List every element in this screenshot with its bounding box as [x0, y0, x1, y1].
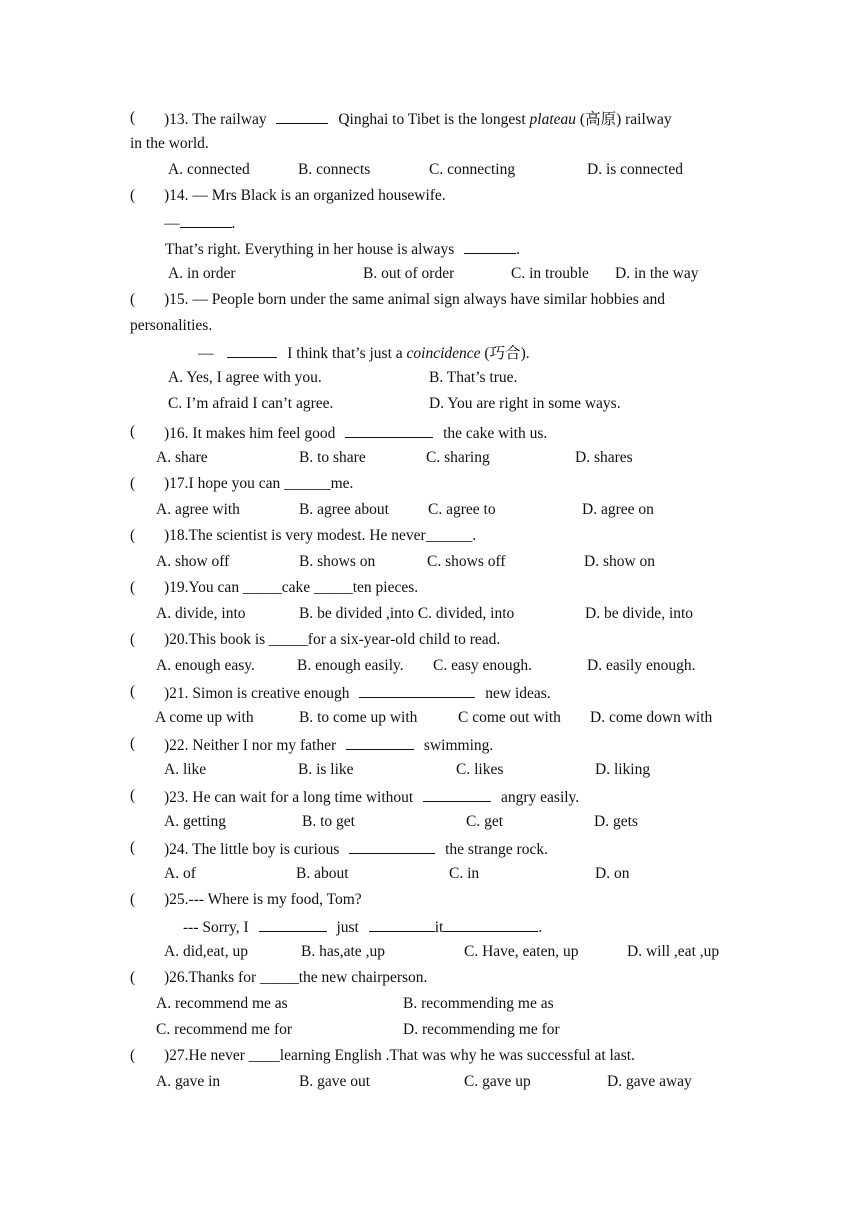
- q13-stem-b: Qinghai to Tibet is the longest: [338, 111, 526, 128]
- q27-option-d: D. gave away: [607, 1073, 692, 1090]
- q24-tail: the strange rock.: [445, 841, 548, 858]
- q23-blank: [423, 787, 491, 802]
- q24-option-b: B. about: [296, 865, 349, 882]
- question-15: )15. — People born under the same animal sign always have similar hobbies and: [164, 291, 666, 308]
- q27-option-a: A. gave in: [156, 1073, 221, 1090]
- q15-option-b: B. That’s true.: [429, 369, 518, 386]
- q23-option-a: A. getting: [164, 813, 226, 830]
- question-26: )26.Thanks for _____the new chairperson.: [164, 969, 428, 986]
- answer-paren: (: [130, 631, 136, 648]
- question-23: [164, 787, 579, 807]
- q26-option-b: B. recommending me as: [403, 995, 554, 1012]
- answer-paren: (: [130, 787, 136, 804]
- q20-option-b: B. enough easily.: [297, 657, 404, 674]
- q21-tail: new ideas.: [485, 685, 551, 702]
- q25-option-b: B. has,ate ,up: [301, 943, 385, 960]
- q25-option-c: C. Have, eaten, up: [464, 943, 579, 960]
- answer-paren: (: [130, 291, 136, 308]
- q16-option-c: C. sharing: [426, 449, 490, 466]
- q25-blank-2: [369, 917, 435, 932]
- q14-reply-dot: .: [516, 241, 521, 258]
- question-17: )17.I hope you can ______me.: [164, 475, 354, 492]
- question-27: )27.He never ____learning English .That was why he was successful at last.: [164, 1047, 635, 1064]
- q25-reply-a: --- Sorry, I: [183, 919, 249, 936]
- q23-option-c: C. get: [466, 813, 504, 830]
- q15-option-a: A. Yes, I agree with you.: [168, 369, 322, 386]
- q13-option-a: A. connected: [168, 161, 250, 178]
- q16-option-b: B. to share: [299, 449, 366, 466]
- q14-option-d: D. in the way: [615, 265, 699, 282]
- answer-paren: (: [130, 475, 136, 492]
- q21-option-d: D. come down with: [590, 709, 713, 726]
- answer-paren: (: [130, 839, 136, 856]
- q15-option-c: C. I’m afraid I can’t agree.: [168, 395, 334, 412]
- q27-option-b: B. gave out: [299, 1073, 371, 1090]
- answer-paren: (: [130, 527, 136, 544]
- q21-option-b: B. to come up with: [299, 709, 418, 726]
- q15-option-d: D. You are right in some ways.: [429, 395, 621, 412]
- answer-paren: (: [130, 187, 136, 204]
- question-19: )19.You can _____cake _____ten pieces.: [164, 579, 419, 596]
- q25-dot: .: [538, 919, 543, 936]
- q14-response-line: [164, 213, 235, 233]
- question-22: [164, 735, 493, 755]
- question-13: [164, 109, 672, 129]
- answer-paren: (: [130, 423, 136, 440]
- q13-term: plateau: [529, 111, 577, 128]
- question-25: )25.--- Where is my food, Tom?: [164, 891, 362, 908]
- q25-reply-b: just: [336, 919, 359, 936]
- q21-option-c: C come out with: [458, 709, 561, 726]
- q14-reply-text: That’s right. Everything in her house is always: [165, 241, 455, 258]
- answer-paren: (: [130, 683, 136, 700]
- answer-paren: (: [130, 735, 136, 752]
- q23-option-d: D. gets: [594, 813, 638, 830]
- q25-blank-3: [443, 917, 538, 932]
- q23-tail: angry easily.: [500, 789, 580, 806]
- q16-blank: [345, 423, 433, 438]
- q17-option-c: C. agree to: [428, 501, 496, 518]
- q22-tail: swimming.: [423, 737, 494, 754]
- question-20: )20.This book is _____for a six-year-old child to read.: [164, 631, 501, 648]
- q22-blank: [346, 735, 414, 750]
- q15-reply: [198, 343, 530, 363]
- q15-gloss: (巧合).: [484, 345, 530, 362]
- q13-option-c: C. connecting: [429, 161, 516, 178]
- q25-blank-1: [259, 917, 327, 932]
- q26-option-c: C. recommend me for: [156, 1021, 293, 1038]
- q24-option-c: C. in: [449, 865, 480, 882]
- q16-tail: the cake with us.: [443, 425, 548, 442]
- q17-option-d: D. agree on: [582, 501, 654, 518]
- q22-option-d: D. liking: [595, 761, 651, 778]
- answer-paren: (: [130, 969, 136, 986]
- q22-option-b: B. is like: [298, 761, 354, 778]
- q18-option-b: B. shows on: [299, 553, 376, 570]
- q23-option-b: B. to get: [302, 813, 355, 830]
- q21-blank: [359, 683, 475, 698]
- q13-option-b: B. connects: [298, 161, 371, 178]
- q23-stem: )23. He can wait for a long time without: [164, 789, 414, 806]
- q20-option-c: C. easy enough.: [433, 657, 533, 674]
- answer-paren: (: [130, 891, 136, 908]
- q14-option-a: A. in order: [168, 265, 236, 282]
- q18-option-a: A. show off: [156, 553, 230, 570]
- q14-reply: [165, 239, 520, 259]
- q24-option-a: A. of: [164, 865, 196, 882]
- answer-paren: (: [130, 109, 136, 126]
- q15-blank: [227, 343, 277, 358]
- q13-blank: [276, 109, 328, 124]
- q25-reply-c: it: [434, 919, 444, 936]
- q16-option-a: A. share: [156, 449, 208, 466]
- q14-blank-1: [180, 213, 232, 228]
- q21-stem: )21. Simon is creative enough: [164, 685, 350, 702]
- q18-option-c: C. shows off: [427, 553, 506, 570]
- q13-gloss: (高原) railway: [579, 111, 672, 128]
- q14-blank-2: [464, 239, 516, 254]
- q19-option-d: D. be divide, into: [585, 605, 694, 622]
- q17-option-a: A. agree with: [156, 501, 240, 518]
- q24-blank: [349, 839, 435, 854]
- q19-option-a: A. divide, into: [156, 605, 246, 622]
- q22-stem: )22. Neither I nor my father: [164, 737, 337, 754]
- q15-continuation: personalities.: [130, 317, 213, 334]
- q18-option-d: D. show on: [584, 553, 656, 570]
- q16-stem: )16. It makes him feel good: [164, 425, 336, 442]
- q24-stem: )24. The little boy is curious: [164, 841, 340, 858]
- q21-option-a: A come up with: [155, 709, 254, 726]
- question-14: )14. — Mrs Black is an organized housewife.: [164, 187, 446, 204]
- question-21: [164, 683, 551, 703]
- q26-option-d: D. recommending me for: [403, 1021, 560, 1038]
- q25-option-d: D. will ,eat ,up: [627, 943, 720, 960]
- q14-dot: .: [231, 215, 236, 232]
- q13-stem-a: )13. The railway: [164, 111, 267, 128]
- answer-paren: (: [130, 1047, 136, 1064]
- q26-option-a: A. recommend me as: [156, 995, 288, 1012]
- question-24: [164, 839, 548, 859]
- q22-option-c: C. likes: [456, 761, 504, 778]
- q13-option-d: D. is connected: [587, 161, 683, 178]
- q27-option-c: C. gave up: [464, 1073, 531, 1090]
- q17-option-b: B. agree about: [299, 501, 389, 518]
- q25-reply: [183, 917, 542, 937]
- q14-dash: —: [164, 215, 180, 232]
- q24-option-d: D. on: [595, 865, 630, 882]
- q20-option-d: D. easily enough.: [587, 657, 696, 674]
- question-18: )18.The scientist is very modest. He never______.: [164, 527, 477, 544]
- q14-option-b: B. out of order: [363, 265, 455, 282]
- q25-option-a: A. did,eat, up: [164, 943, 248, 960]
- q20-option-a: A. enough easy.: [156, 657, 255, 674]
- q13-continuation: in the world.: [130, 135, 209, 152]
- q15-term: coincidence: [406, 345, 481, 362]
- q14-option-c: C. in trouble: [511, 265, 589, 282]
- q15-dash: —: [198, 345, 214, 362]
- answer-paren: (: [130, 579, 136, 596]
- question-16: [164, 423, 547, 443]
- q15-reply-text: I think that’s just a: [287, 345, 403, 362]
- q19-option-b-c: B. be divided ,into C. divided, into: [299, 605, 515, 622]
- q22-option-a: A. like: [164, 761, 207, 778]
- q16-option-d: D. shares: [575, 449, 633, 466]
